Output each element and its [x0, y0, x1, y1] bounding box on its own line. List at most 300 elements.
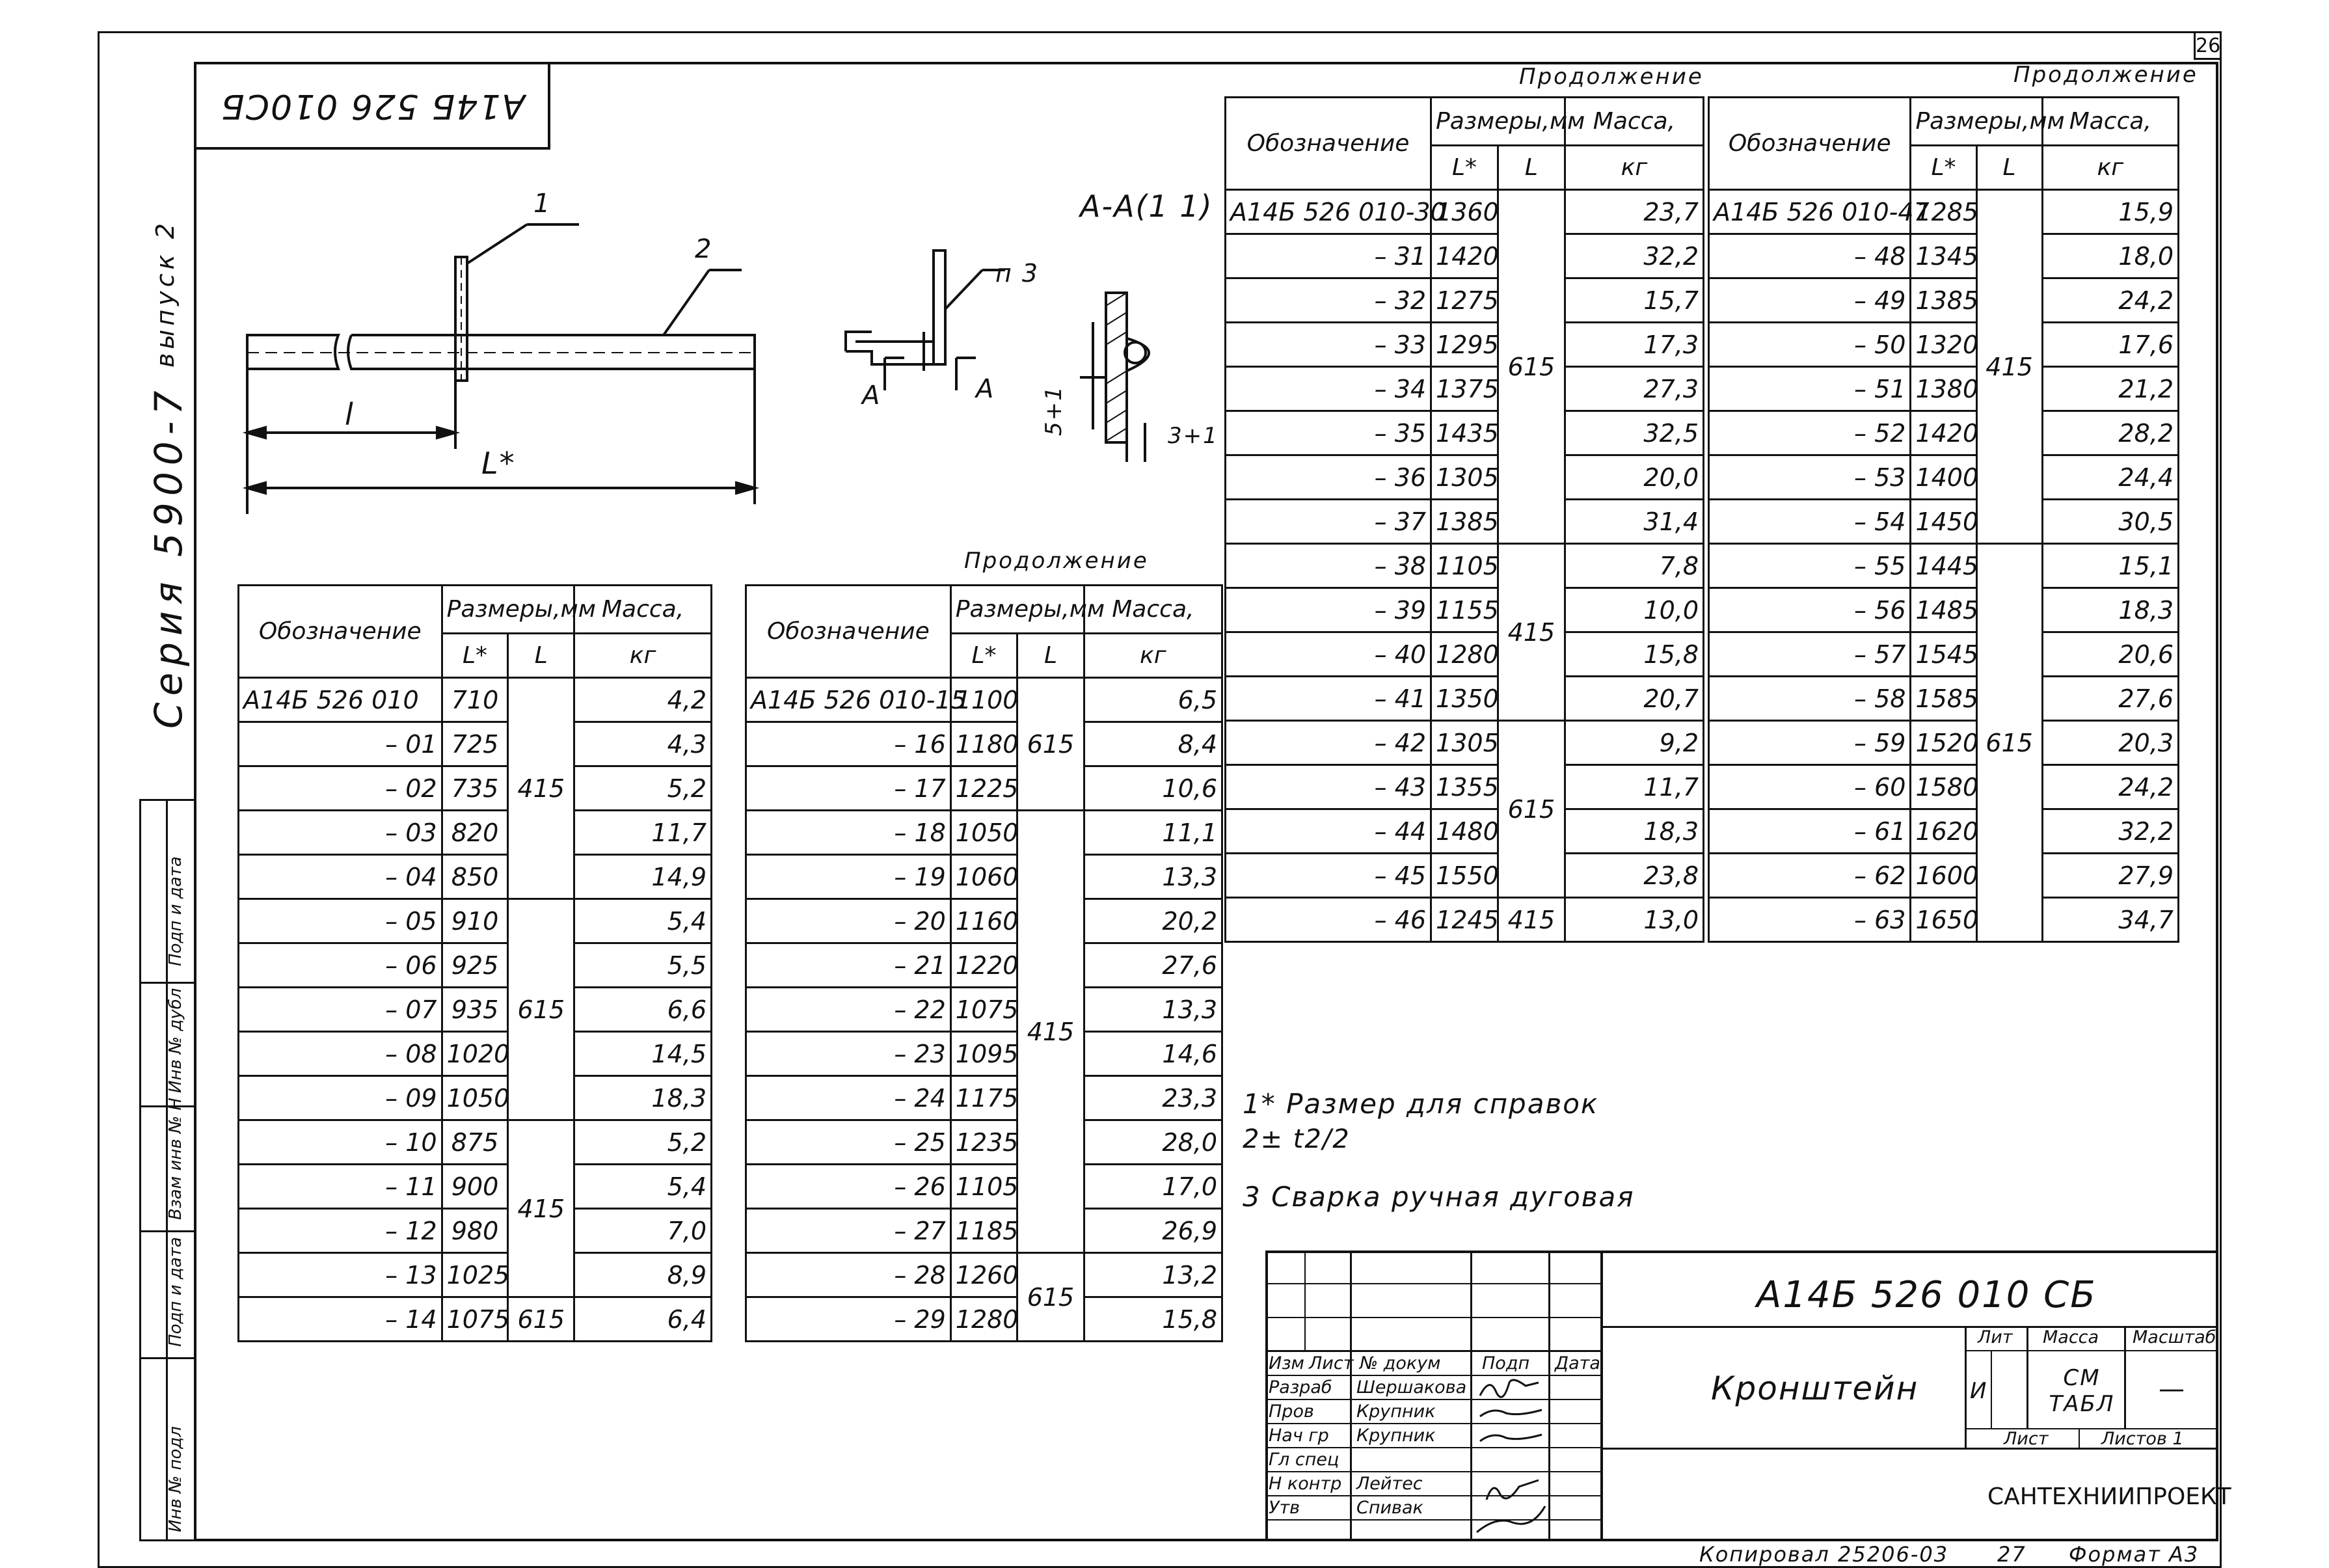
tb-role: Нач гр [1269, 1426, 1329, 1446]
row-Lstar: 1095 [950, 1032, 1017, 1076]
row-designation: – 43 [1226, 765, 1431, 809]
table-row [1226, 721, 1704, 765]
row-l-group: 615 [1498, 190, 1565, 544]
row-mass: 27,6 [1084, 943, 1222, 988]
spec-table-3 [1224, 96, 1704, 943]
mass-value: СМ ТАБЛ [2049, 1365, 2115, 1417]
row-mass: 32,5 [1565, 411, 1703, 455]
row-mass: 27,6 [2042, 677, 2178, 721]
row-mass: 6,5 [1084, 678, 1222, 722]
row-mass: 32,2 [1565, 234, 1703, 278]
row-mass: 18,3 [2042, 588, 2178, 632]
row-Lstar: 1305 [1431, 721, 1498, 765]
dim-3: 3+1 [1168, 423, 1218, 449]
row-designation: – 26 [746, 1165, 951, 1209]
dim-l: l [345, 397, 355, 432]
row-Lstar: 1220 [950, 943, 1017, 988]
table-row [1709, 898, 2179, 942]
row-designation: – 48 [1709, 234, 1911, 278]
row-designation: – 45 [1226, 854, 1431, 898]
row-Lstar: 1285 [1911, 190, 1976, 234]
tb-person: Спивак [1356, 1498, 1423, 1518]
strip-label-3: Взам инв № Н [166, 1098, 185, 1220]
row-designation: – 17 [746, 766, 951, 811]
table-row [746, 1253, 1222, 1297]
row-Lstar: 1305 [1431, 455, 1498, 500]
row-Lstar: 1420 [1431, 234, 1498, 278]
row-Lstar: 875 [442, 1120, 508, 1165]
row-mass: 13,2 [1084, 1253, 1222, 1297]
row-designation: – 63 [1709, 898, 1911, 942]
row-designation: – 59 [1709, 721, 1911, 765]
table-row [1709, 721, 2179, 765]
spec-table-1 [237, 584, 712, 1342]
table-row [239, 811, 712, 855]
table-row [1226, 323, 1704, 367]
col-dimensions: Размеры,мм [1911, 98, 2042, 146]
tb-role: Гл спец [1269, 1450, 1340, 1470]
tb-col-date: Дата [1555, 1353, 1600, 1373]
mass-header: Масса [2043, 1327, 2099, 1347]
row-mass: 26,9 [1084, 1209, 1222, 1253]
row-Lstar: 1050 [950, 811, 1017, 855]
row-Lstar: 935 [442, 988, 508, 1032]
continuation-label-t4: Продолжение [2013, 62, 2198, 88]
row-designation: – 16 [746, 722, 951, 766]
row-Lstar: 1100 [950, 678, 1017, 722]
col-Lstar: L* [1431, 146, 1498, 190]
row-designation: – 23 [746, 1032, 951, 1076]
row-Lstar: 980 [442, 1209, 508, 1253]
row-l-group: 415 [1017, 811, 1084, 1253]
row-Lstar: 1585 [1911, 677, 1976, 721]
row-l-group: 415 [1498, 544, 1565, 721]
row-mass: 15,8 [1084, 1297, 1222, 1342]
tb-col-sign: Подп [1482, 1353, 1530, 1373]
col-l: L [508, 634, 574, 678]
table-row [1709, 323, 2179, 367]
row-mass: 5,2 [574, 1120, 712, 1165]
row-designation: – 07 [239, 988, 442, 1032]
row-mass: 15,1 [2042, 544, 2178, 588]
row-mass: 18,0 [2042, 234, 2178, 278]
col-mass-unit: кг [1565, 146, 1703, 190]
org-name: САНТЕХНИИПРОЕКТ [1987, 1483, 2231, 1510]
row-designation: – 14 [239, 1297, 442, 1342]
table-row [239, 988, 712, 1032]
col-Lstar: L* [950, 634, 1017, 678]
sheet-label: Лист [2004, 1429, 2049, 1449]
table-row [1226, 367, 1704, 411]
row-mass: 4,3 [574, 722, 712, 766]
table-row [746, 678, 1222, 722]
table-row [746, 1032, 1222, 1076]
col-dimensions: Размеры,мм [1431, 98, 1565, 146]
col-mass-unit: кг [2042, 146, 2178, 190]
row-Lstar: 1385 [1431, 500, 1498, 544]
strip-label-2: Инв № дубл [166, 988, 185, 1093]
row-Lstar: 1225 [950, 766, 1017, 811]
strip-label-5: Инв № подл [166, 1426, 185, 1532]
row-mass: 5,2 [574, 766, 712, 811]
scale-header: Масштаб [2133, 1327, 2216, 1347]
row-designation: – 46 [1226, 898, 1431, 942]
row-mass: 10,0 [1565, 588, 1703, 632]
row-Lstar: 1275 [1431, 278, 1498, 323]
row-mass: 14,5 [574, 1032, 712, 1076]
header-row [746, 586, 1222, 634]
row-Lstar: 1155 [1431, 588, 1498, 632]
lit-header: Лит [1978, 1327, 2013, 1347]
table-row [1709, 544, 2179, 588]
row-designation: – 01 [239, 722, 442, 766]
table-row [1709, 809, 2179, 854]
table-row [1226, 677, 1704, 721]
row-Lstar: 1320 [1911, 323, 1976, 367]
row-mass: 4,2 [574, 678, 712, 722]
tb-person: Шершакова [1356, 1377, 1467, 1398]
row-designation: – 28 [746, 1253, 951, 1297]
sheets-label: Листов 1 [2101, 1429, 2184, 1449]
table-row [1709, 190, 2179, 234]
col-designation: Обозначение [1226, 98, 1431, 190]
row-designation: – 09 [239, 1076, 442, 1120]
row-designation: – 19 [746, 855, 951, 899]
row-Lstar: 1235 [950, 1120, 1017, 1165]
tb-role: Н контр [1269, 1474, 1342, 1494]
tb-person: Крупник [1356, 1426, 1436, 1446]
row-Lstar: 1650 [1911, 898, 1976, 942]
header-row [239, 586, 712, 634]
row-Lstar: 1420 [1911, 411, 1976, 455]
col-designation: Обозначение [239, 586, 442, 678]
footer-copied: Копировал 25206-03 [1699, 1542, 1949, 1567]
row-designation: – 57 [1709, 632, 1911, 677]
table-row [1709, 854, 2179, 898]
row-designation: – 62 [1709, 854, 1911, 898]
row-mass: 23,3 [1084, 1076, 1222, 1120]
row-mass: 31,4 [1565, 500, 1703, 544]
row-mass: 15,9 [2042, 190, 2178, 234]
callout-2: 2 [695, 234, 713, 264]
table-row [746, 722, 1222, 766]
row-mass: 28,0 [1084, 1120, 1222, 1165]
strip-label-4: Подп и дата [166, 1237, 185, 1347]
row-Lstar: 1485 [1911, 588, 1976, 632]
row-mass: 24,4 [2042, 455, 2178, 500]
row-mass: 8,9 [574, 1253, 712, 1297]
row-l-group: 615 [1498, 721, 1565, 898]
dim-L-star: L* [481, 446, 516, 481]
row-l-group: 415 [508, 1120, 574, 1297]
table-row [1226, 898, 1704, 942]
row-l-group: 615 [1017, 678, 1084, 811]
weld-label: п 3 [995, 259, 1040, 288]
row-mass: 5,4 [574, 899, 712, 943]
row-mass: 8,4 [1084, 722, 1222, 766]
row-designation: – 61 [1709, 809, 1911, 854]
table-row [1226, 544, 1704, 588]
issue-label: выпуск 2 [151, 219, 180, 368]
row-Lstar: 1280 [1431, 632, 1498, 677]
row-mass: 20,7 [1565, 677, 1703, 721]
doc-code: А14Б 526 010 СБ [1757, 1274, 2097, 1316]
row-designation: – 42 [1226, 721, 1431, 765]
row-Lstar: 1355 [1431, 765, 1498, 809]
row-mass: 7,0 [574, 1209, 712, 1253]
row-Lstar: 1245 [1431, 898, 1498, 942]
col-Lstar: L* [1911, 146, 1976, 190]
table-row [746, 1165, 1222, 1209]
scale-value: — [2159, 1374, 2185, 1404]
row-Lstar: 725 [442, 722, 508, 766]
row-l-group: 415 [1976, 190, 2042, 544]
row-designation: – 08 [239, 1032, 442, 1076]
continuation-label-t3: Продолжение [1519, 64, 1704, 90]
table-row [1226, 234, 1704, 278]
row-Lstar: 1380 [1911, 367, 1976, 411]
row-designation: А14Б 526 010-15 [746, 678, 951, 722]
table-row [239, 1297, 712, 1342]
row-designation: – 18 [746, 811, 951, 855]
row-Lstar: 1345 [1911, 234, 1976, 278]
col-mass: Масса, [1084, 586, 1222, 634]
row-mass: 30,5 [2042, 500, 2178, 544]
table-row [1709, 411, 2179, 455]
row-Lstar: 1375 [1431, 367, 1498, 411]
col-designation: Обозначение [746, 586, 951, 678]
table-row [239, 855, 712, 899]
table-row [239, 766, 712, 811]
tb-person: Крупник [1356, 1401, 1436, 1422]
col-mass: Масса, [574, 586, 712, 634]
table-row [746, 1209, 1222, 1253]
row-mass: 5,5 [574, 943, 712, 988]
strip-label-1: Подп и дата [166, 856, 185, 966]
row-Lstar: 820 [442, 811, 508, 855]
row-mass: 11,7 [1565, 765, 1703, 809]
row-designation: – 27 [746, 1209, 951, 1253]
table-row [746, 943, 1222, 988]
table-row [746, 899, 1222, 943]
row-designation: – 60 [1709, 765, 1911, 809]
row-designation: – 39 [1226, 588, 1431, 632]
row-designation: – 36 [1226, 455, 1431, 500]
table-row [1226, 455, 1704, 500]
table-row [239, 1209, 712, 1253]
row-mass: 24,2 [2042, 765, 2178, 809]
row-Lstar: 1185 [950, 1209, 1017, 1253]
row-designation: – 56 [1709, 588, 1911, 632]
table-row [746, 766, 1222, 811]
row-Lstar: 1075 [950, 988, 1017, 1032]
tb-role: Утв [1269, 1498, 1300, 1518]
stamp-code: А14Б 526 010СБ [220, 87, 525, 126]
col-mass-unit: кг [574, 634, 712, 678]
row-designation: – 05 [239, 899, 442, 943]
bracket-drawing [234, 176, 1249, 514]
table-row [1226, 632, 1704, 677]
row-designation: – 29 [746, 1297, 951, 1342]
col-mass: Масса, [2042, 98, 2178, 146]
row-Lstar: 1280 [950, 1297, 1017, 1342]
table-row [746, 855, 1222, 899]
lit-value: И [1970, 1378, 1988, 1404]
row-mass: 27,9 [2042, 854, 2178, 898]
note-2: 2± t2/2 [1243, 1124, 1351, 1154]
callout-1: 1 [533, 189, 552, 219]
row-designation: – 32 [1226, 278, 1431, 323]
row-designation: – 34 [1226, 367, 1431, 411]
row-designation: – 35 [1226, 411, 1431, 455]
row-mass: 13,0 [1565, 898, 1703, 942]
row-l-group: 615 [1976, 544, 2042, 942]
series-label: Серия 5900-7 [146, 384, 191, 729]
row-Lstar: 1295 [1431, 323, 1498, 367]
tb-role: Пров [1269, 1401, 1314, 1422]
table-row [1709, 455, 2179, 500]
table-row [1226, 411, 1704, 455]
part-name: Кронштейн [1711, 1370, 1919, 1407]
row-designation: – 41 [1226, 677, 1431, 721]
table-row [1709, 632, 2179, 677]
col-mass: Масса, [1565, 98, 1703, 146]
note-1: 1* Размер для справок [1243, 1088, 1599, 1120]
row-mass: 11,7 [574, 811, 712, 855]
col-designation: Обозначение [1709, 98, 1911, 190]
row-Lstar: 1620 [1911, 809, 1976, 854]
row-Lstar: 1400 [1911, 455, 1976, 500]
row-designation: – 52 [1709, 411, 1911, 455]
row-designation: – 31 [1226, 234, 1431, 278]
table-row [1226, 854, 1704, 898]
row-mass: 23,8 [1565, 854, 1703, 898]
row-l-group: 615 [1017, 1253, 1084, 1342]
row-mass: 6,6 [574, 988, 712, 1032]
header-row [1226, 98, 1704, 146]
row-Lstar: 900 [442, 1165, 508, 1209]
row-Lstar: 1580 [1911, 765, 1976, 809]
row-designation: – 11 [239, 1165, 442, 1209]
table-row [1709, 765, 2179, 809]
table-row [239, 899, 712, 943]
row-l-group: 615 [508, 1297, 574, 1342]
row-mass: 20,6 [2042, 632, 2178, 677]
table-row [1709, 500, 2179, 544]
row-mass: 17,3 [1565, 323, 1703, 367]
table-row [1226, 588, 1704, 632]
row-designation: – 13 [239, 1253, 442, 1297]
row-mass: 18,3 [1565, 809, 1703, 854]
signatures [1474, 1376, 1548, 1542]
row-Lstar: 1360 [1431, 190, 1498, 234]
continuation-label-t2: Продолжение [964, 548, 1149, 574]
row-mass: 20,0 [1565, 455, 1703, 500]
section-mark-right: А [976, 374, 995, 404]
row-Lstar: 1450 [1911, 500, 1976, 544]
table-row [1709, 588, 2179, 632]
row-Lstar: 1050 [442, 1076, 508, 1120]
row-mass: 27,3 [1565, 367, 1703, 411]
table-row [1709, 278, 2179, 323]
row-l-group: 415 [508, 678, 574, 899]
table-row [1226, 809, 1704, 854]
table-row [1226, 765, 1704, 809]
row-designation: – 10 [239, 1120, 442, 1165]
row-Lstar: 1350 [1431, 677, 1498, 721]
table-row [239, 1253, 712, 1297]
row-Lstar: 1385 [1911, 278, 1976, 323]
footer-num: 27 [1997, 1542, 2026, 1567]
row-designation: – 03 [239, 811, 442, 855]
table-row [239, 1076, 712, 1120]
tb-col-list: Лист [1309, 1353, 1354, 1373]
tb-col-izm: Изм [1269, 1353, 1304, 1373]
table-row [746, 811, 1222, 855]
row-Lstar: 1105 [950, 1165, 1017, 1209]
row-mass: 14,9 [574, 855, 712, 899]
row-designation: – 44 [1226, 809, 1431, 854]
table-row [239, 943, 712, 988]
row-designation: А14Б 526 010-47 [1709, 190, 1911, 234]
dim-5: 5+1 [1041, 385, 1067, 436]
row-mass: 13,3 [1084, 855, 1222, 899]
row-Lstar: 1445 [1911, 544, 1976, 588]
col-l: L [1017, 634, 1084, 678]
row-designation: – 55 [1709, 544, 1911, 588]
row-designation: – 25 [746, 1120, 951, 1165]
col-dimensions: Размеры,мм [950, 586, 1084, 634]
row-Lstar: 1105 [1431, 544, 1498, 588]
stamp-box [194, 62, 550, 150]
row-mass: 15,8 [1565, 632, 1703, 677]
table-row [1226, 278, 1704, 323]
table-row [1709, 677, 2179, 721]
row-mass: 28,2 [2042, 411, 2178, 455]
row-Lstar: 1075 [442, 1297, 508, 1342]
row-designation: – 58 [1709, 677, 1911, 721]
row-mass: 34,7 [2042, 898, 2178, 942]
row-mass: 13,3 [1084, 988, 1222, 1032]
row-designation: – 22 [746, 988, 951, 1032]
row-mass: 7,8 [1565, 544, 1703, 588]
row-Lstar: 925 [442, 943, 508, 988]
page-number-box [2194, 31, 2222, 60]
table-row [239, 1032, 712, 1076]
row-mass: 21,2 [2042, 367, 2178, 411]
row-designation: – 54 [1709, 500, 1911, 544]
row-mass: 32,2 [2042, 809, 2178, 854]
row-designation: А14Б 526 010 [239, 678, 442, 722]
col-l: L [1976, 146, 2042, 190]
row-mass: 18,3 [574, 1076, 712, 1120]
footer-format: Формат А3 [2069, 1542, 2200, 1567]
row-mass: 20,3 [2042, 721, 2178, 765]
row-mass: 17,6 [2042, 323, 2178, 367]
table-row [239, 1165, 712, 1209]
table-row [1226, 190, 1704, 234]
row-mass: 15,7 [1565, 278, 1703, 323]
spec-table-2 [745, 584, 1223, 1342]
row-l-group: 415 [1498, 898, 1565, 942]
header-row [1709, 98, 2179, 146]
note-3: 3 Сварка ручная дуговая [1243, 1181, 1635, 1213]
row-Lstar: 1020 [442, 1032, 508, 1076]
section-mark-left: А [862, 381, 882, 411]
col-Lstar: L* [442, 634, 508, 678]
row-mass: 10,6 [1084, 766, 1222, 811]
tb-col-doc: № докум [1360, 1353, 1441, 1373]
